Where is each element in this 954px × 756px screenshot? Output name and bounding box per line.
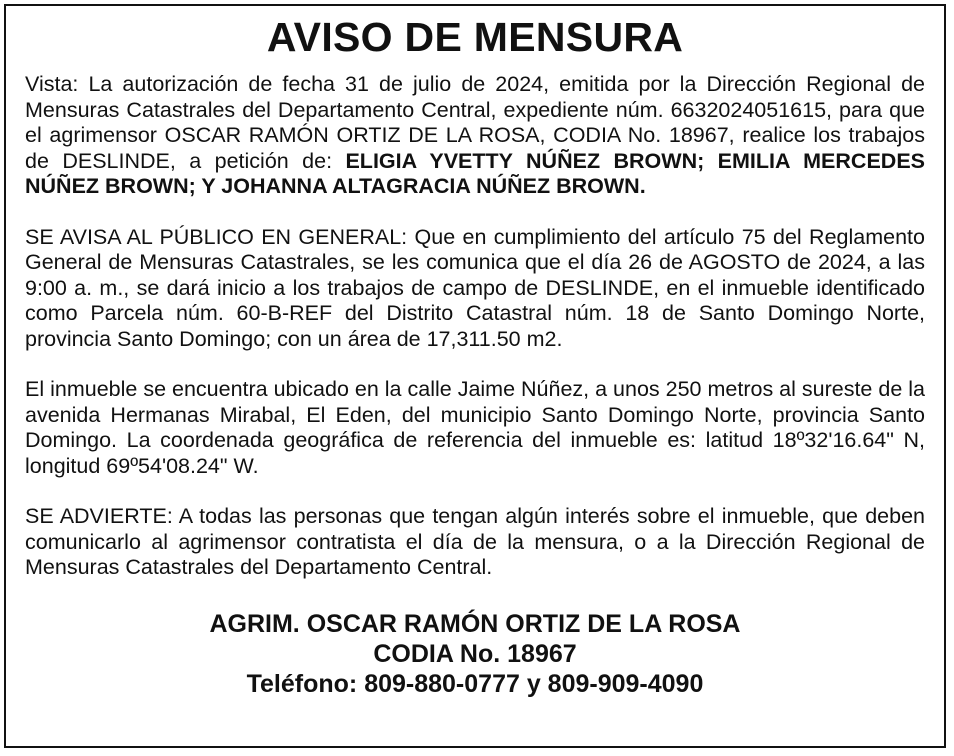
authorization-paragraph bbox=[25, 72, 925, 200]
public-notice-paragraph: SE AVISA AL PÚBLICO EN GENERAL: Que en cumplimiento del artículo 75 del Reglamento General de Mensuras Catastrales, se les comunica que el día 26 de AGOSTO de 2024, a las 9:00 a. m., se dará inicio a los trabajos de campo de DESLINDE, en el inmueble identificado como Parcela núm. 60-B-REF del Distrito Catastral núm. 18 de Santo Domingo Norte, provincia Santo Domingo; con un área de 17,311.50 m2. bbox=[25, 224, 925, 351]
petitioners-names: ELIGIA YVETTY NÚÑEZ BROWN; EMILIA MERCEDES NÚÑEZ BROWN; Y JOHANNA ALTAGRACIA NÚÑEZ BROWN. bbox=[25, 148, 925, 198]
warning-paragraph: SE ADVIERTE: A todas las personas que tengan algún interés sobre el inmueble, que deben comunicarlo al agrimensor contratista el día de la mensura, o a la Dirección Regional de Mensuras Catastrales del Departamento Central. bbox=[25, 504, 925, 579]
notice-title: AVISO DE MENSURA bbox=[266, 14, 684, 60]
authorization-text: Vista: La autorización de fecha 31 de julio de 2024, emitida por la Dirección Regional de Mensuras Catastrales del Departamento Central, expediente núm. 6632024051615, para que el agrimensor OSCAR RAMÓN ORTIZ DE LA ROSA, CODIA No. 18967, realice los trabajos de DESLINDE, a petición de: bbox=[25, 72, 925, 173]
phone-numbers: Teléfono: 809-880-0777 y 809-909-4090 bbox=[246, 669, 704, 698]
surveyor-name: AGRIM. OSCAR RAMÓN ORTIZ DE LA ROSA bbox=[209, 609, 741, 638]
codia-number: CODIA No. 18967 bbox=[373, 639, 577, 668]
notice-box bbox=[4, 4, 946, 748]
location-paragraph: El inmueble se encuentra ubicado en la calle Jaime Núñez, a unos 250 metros al sureste de la avenida Hermanas Mirabal, El Eden, del municipio Santo Domingo Norte, provincia Santo Domingo. La coordenada geográfica de referencia del inmueble es: latitud 18º32'16.64" N, longitud 69º54'08.24" W. bbox=[25, 377, 925, 478]
signature-block bbox=[25, 609, 925, 699]
